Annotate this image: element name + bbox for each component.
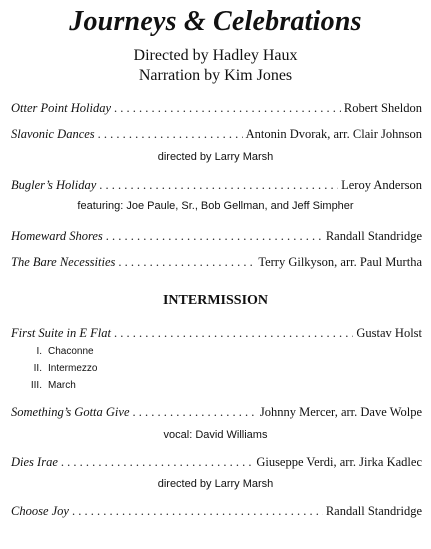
composer: Leroy Anderson — [341, 178, 422, 192]
movement-item — [24, 345, 94, 358]
movement-name: Intermezzo — [48, 363, 98, 374]
piece-title: First Suite in E Flat — [11, 326, 111, 340]
piece-title: Bugler’s Holiday — [11, 178, 97, 192]
movement-item — [24, 362, 97, 375]
piece-title: Slavonic Dances — [11, 127, 95, 141]
movement-number: I. — [36, 346, 42, 357]
movement-number: II. — [33, 363, 42, 374]
piece-title: Dies Irae — [11, 455, 58, 469]
performer-note: directed by Larry Marsh — [157, 151, 274, 163]
composer: Giuseppe Verdi, arr. Jirka Kadlec — [256, 455, 422, 469]
movement-name: Chaconne — [48, 346, 94, 357]
piece-title: The Bare Necessities — [11, 255, 116, 269]
narration-line: Narration by Kim Jones — [138, 67, 293, 84]
program-title: Journeys & Celebrations — [69, 6, 362, 37]
dot-leader — [114, 100, 341, 116]
piece-title: Something’s Gotta Give — [11, 405, 130, 419]
movement-name: March — [48, 380, 76, 391]
director-line: Directed by Hadley Haux — [133, 47, 298, 64]
dot-leader — [98, 126, 243, 142]
composer: Gustav Holst — [356, 326, 422, 340]
composer: Terry Gilkyson, arr. Paul Murtha — [258, 255, 422, 269]
composer: Antonin Dvorak, arr. Clair Johnson — [245, 127, 422, 141]
performer-note: vocal: David Williams — [163, 429, 268, 441]
dot-leader — [61, 454, 253, 470]
program-entry — [11, 228, 422, 244]
movement-number: III. — [30, 380, 42, 391]
dot-leader — [133, 404, 257, 420]
dot-leader — [99, 177, 338, 193]
composer: Randall Standridge — [325, 229, 422, 243]
piece-title: Homeward Shores — [11, 229, 103, 243]
composer: Johnny Mercer, arr. Dave Wolpe — [259, 405, 422, 419]
program-entry — [11, 177, 422, 193]
program-entry — [11, 254, 422, 270]
dot-leader — [72, 503, 323, 519]
composer: Randall Standridge — [325, 504, 422, 518]
dot-leader — [106, 228, 323, 244]
performer-note: directed by Larry Marsh — [157, 478, 274, 490]
performer-note: featuring: Joe Paule, Sr., Bob Gellman, and Jeff Simpher — [77, 200, 354, 212]
dot-leader — [114, 325, 353, 341]
program-entry — [11, 325, 422, 341]
program-entry — [11, 100, 422, 116]
intermission-heading: INTERMISSION — [162, 293, 269, 308]
program-entry — [11, 503, 422, 519]
piece-title: Otter Point Holiday — [11, 101, 111, 115]
program-entry — [11, 404, 422, 420]
piece-title: Choose Joy — [11, 504, 69, 518]
dot-leader — [118, 254, 255, 270]
program-entry — [11, 454, 422, 470]
program-entry — [11, 126, 422, 142]
composer: Robert Sheldon — [343, 101, 422, 115]
movement-item — [24, 379, 76, 392]
